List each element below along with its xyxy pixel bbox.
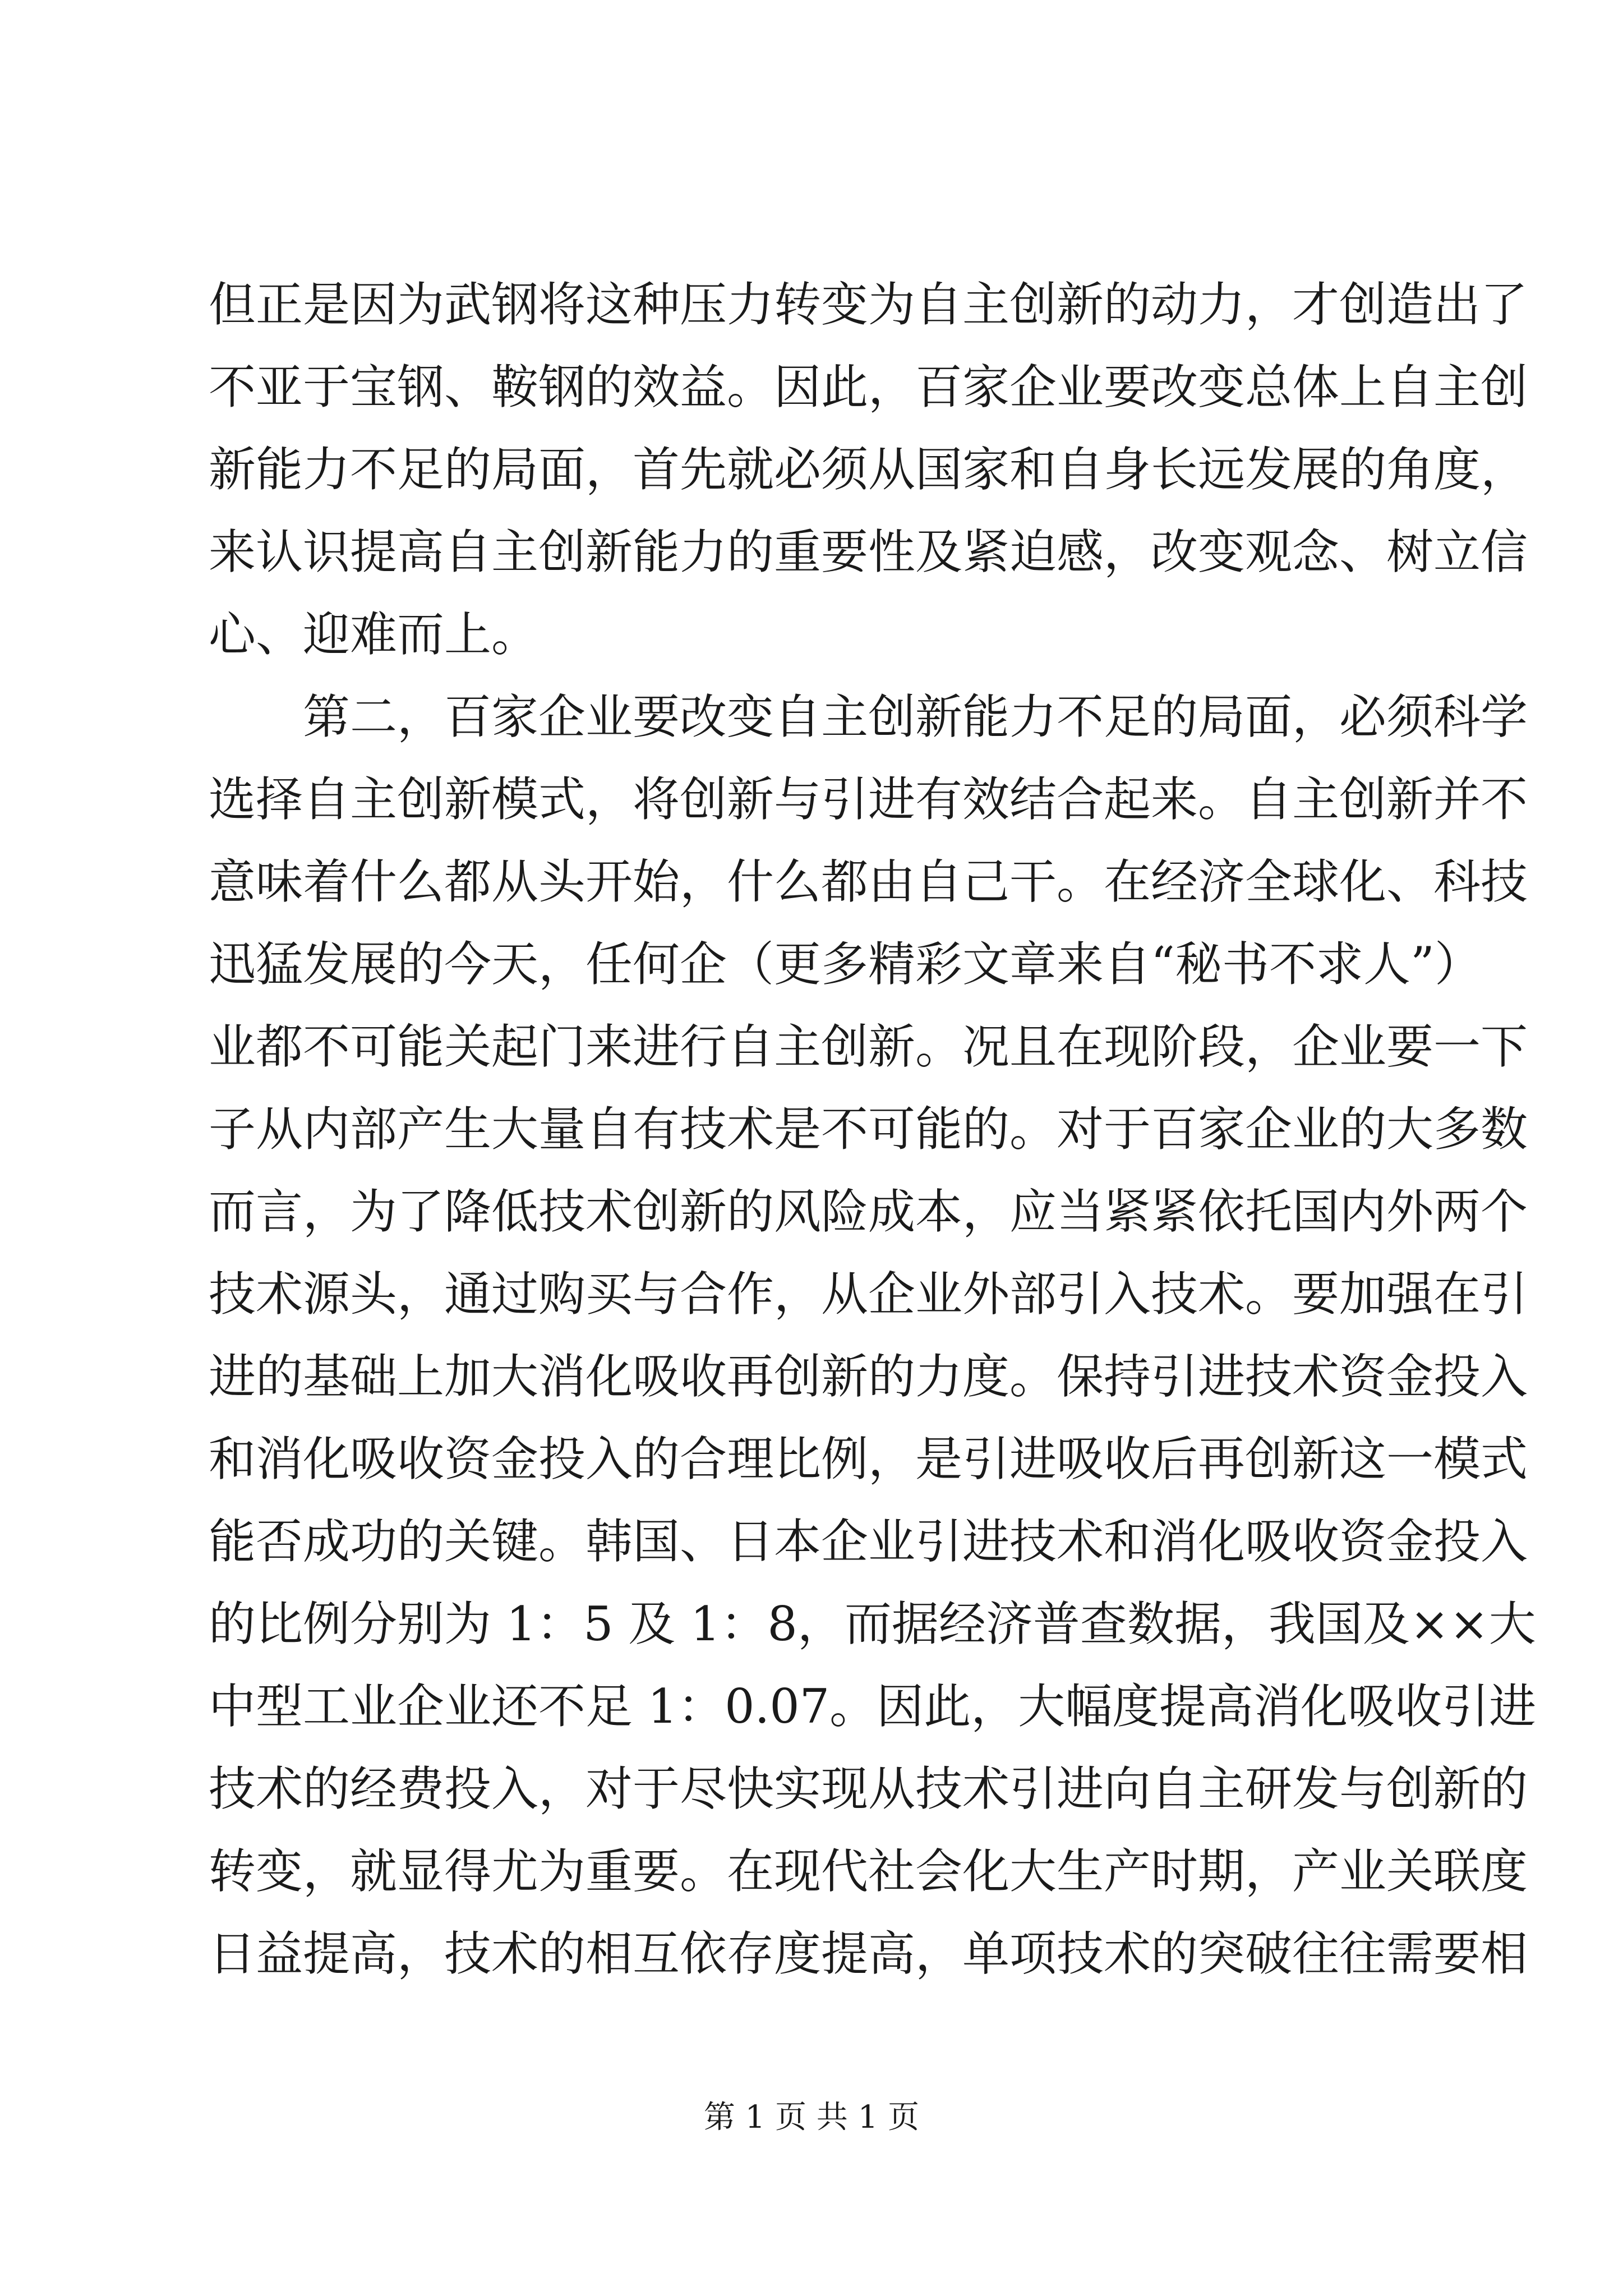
text-line: 的比例分别为 1：5 及 1：8，而据经济普查数据，我国及××大 [209, 1596, 1536, 1651]
text-line: 中型工业企业还不足 1：0.07。因此，大幅度提高消化吸收引进 [209, 1679, 1537, 1734]
text-line: 业都不可能关起门来进行自主创新。况且在现阶段，企业要一下 [209, 1019, 1528, 1074]
text-line: 能否成功的关键。韩国、日本企业引进技术和消化吸收资金投入 [209, 1514, 1528, 1569]
text-line: 来认识提高自主创新能力的重要性及紧迫感，改变观念、树立信 [209, 524, 1528, 579]
page-footer [0, 2095, 1623, 2140]
text-line: 新能力不足的局面，首先就必须从国家和自身长远发展的角度， [209, 442, 1528, 497]
text-line: 迅猛发展的今天，任何企（更多精彩文章来自“秘书不求人”） [209, 937, 1482, 992]
text-line: 但正是因为武钢将这种压力转变为自主创新的动力，才创造出了 [209, 277, 1528, 332]
text-line: 而言，为了降低技术创新的风险成本，应当紧紧依托国内外两个 [209, 1184, 1528, 1239]
paragraph-start-line: 第二，百家企业要改变自主创新能力不足的局面，必须科学 [209, 689, 1528, 744]
text-line: 不亚于宝钢、鞍钢的效益。因此，百家企业要改变总体上自主创 [209, 360, 1528, 415]
text-line: 选择自主创新模式，将创新与引进有效结合起来。自主创新并不 [209, 772, 1528, 827]
text-line: 和消化吸收资金投入的合理比例，是引进吸收后再创新这一模式 [209, 1432, 1528, 1487]
text-line: 子从内部产生大量自有技术是不可能的。对于百家企业的大多数 [209, 1102, 1528, 1157]
text-line: 技术源头，通过购买与合作，从企业外部引入技术。要加强在引 [209, 1267, 1528, 1322]
page-number: 第 1 页 共 1 页 [703, 2099, 920, 2136]
text-line: 转变，就显得尤为重要。在现代社会化大生产时期，产业关联度 [209, 1844, 1528, 1899]
text-line: 心、迎难而上。 [209, 607, 539, 662]
text-line: 日益提高，技术的相互依存度提高，单项技术的突破往往需要相 [209, 1926, 1528, 1981]
text-line: 意味着什么都从头开始，什么都由自己干。在经济全球化、科技 [209, 854, 1528, 909]
text-line: 进的基础上加大消化吸收再创新的力度。保持引进技术资金投入 [209, 1349, 1528, 1404]
document-body [209, 264, 1537, 1995]
text-line: 技术的经费投入，对于尽快实现从技术引进向自主研发与创新的 [209, 1761, 1528, 1816]
